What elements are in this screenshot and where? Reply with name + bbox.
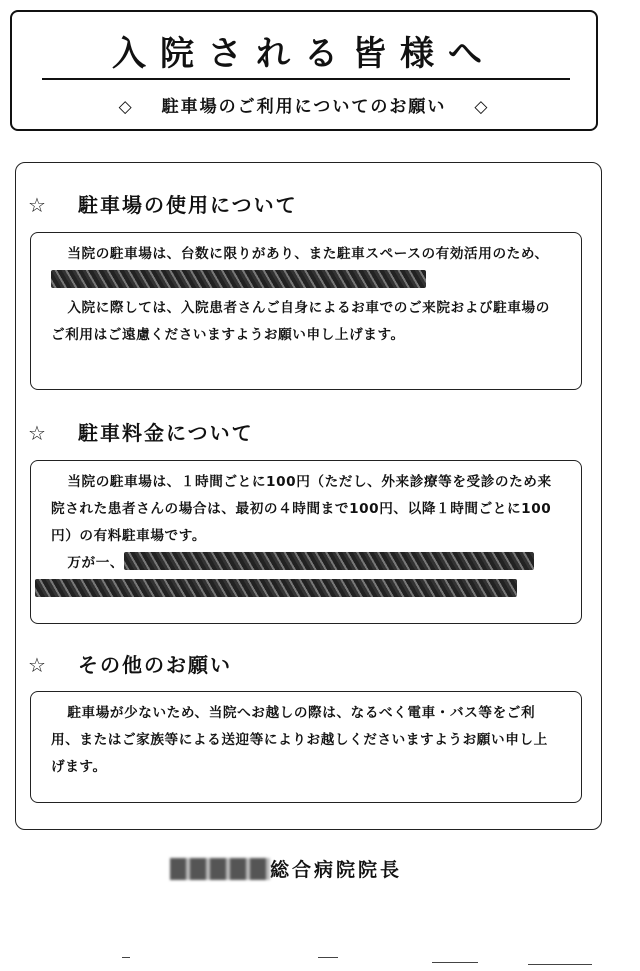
paragraph-text: 入院に際しては、入院患者さんご自身によるお車でのご来院および駐車場のご利用はご遠慮くださいますようお願い申し上げます。 (51, 300, 550, 343)
section-box-other-requests (30, 691, 582, 803)
paragraph (51, 550, 561, 604)
diamond-left-icon: ◇ (118, 97, 134, 117)
section-heading-text: その他のお願い (78, 653, 232, 677)
paragraph-text: 駐車場が少ないため、当院へお越しの際は、なるべく電車・バス等をご利用、またはご家族等による送迎等によりお越しくださいますようお願い申し上げます。 (51, 705, 548, 775)
star-icon: ☆ (28, 193, 48, 217)
section-heading-other-requests (28, 652, 232, 678)
redacted-text-block (51, 270, 426, 288)
paragraph (51, 469, 561, 550)
paragraph (51, 241, 561, 295)
redacted-text-block (35, 579, 517, 597)
redacted-text-block (124, 552, 534, 570)
scan-speck (318, 957, 338, 958)
section-heading-parking-use (28, 192, 298, 218)
paragraph (51, 700, 561, 781)
paragraph-text: 当院の駐車場は、１時間ごとに100円（ただし、外来診療等を受診のため来院された患者さんの場合は、最初の４時間まで100円、以降１時間ごとに100円）の有料駐車場です。 (51, 474, 552, 544)
blurred-hospital-name (170, 858, 270, 880)
paragraph-text: 万が一、 (67, 555, 125, 571)
section-box-parking-use (30, 232, 582, 390)
subtitle-text: 駐車場のご利用についてのお願い (161, 97, 447, 117)
section-heading-text: 駐車場の使用について (78, 193, 298, 217)
star-icon: ☆ (28, 421, 48, 445)
section-heading-parking-fee (28, 420, 254, 446)
subtitle (12, 96, 596, 118)
paragraph-text: 当院の駐車場は、台数に限りがあり、また駐車スペースの有効活用のため、 (67, 246, 549, 262)
title-underline (42, 78, 570, 80)
paragraph (51, 295, 561, 349)
star-icon: ☆ (28, 653, 48, 677)
scan-speck (432, 962, 478, 963)
section-box-parking-fee (30, 460, 582, 624)
section-heading-text: 駐車料金について (78, 421, 254, 445)
signature (170, 856, 402, 884)
scan-speck (528, 964, 592, 965)
title-box (10, 10, 598, 131)
signature-text: 総合病院院長 (270, 859, 403, 881)
scan-speck (122, 957, 130, 958)
diamond-right-icon: ◇ (474, 97, 490, 117)
page-title: 入院される皆様へ (112, 34, 496, 74)
